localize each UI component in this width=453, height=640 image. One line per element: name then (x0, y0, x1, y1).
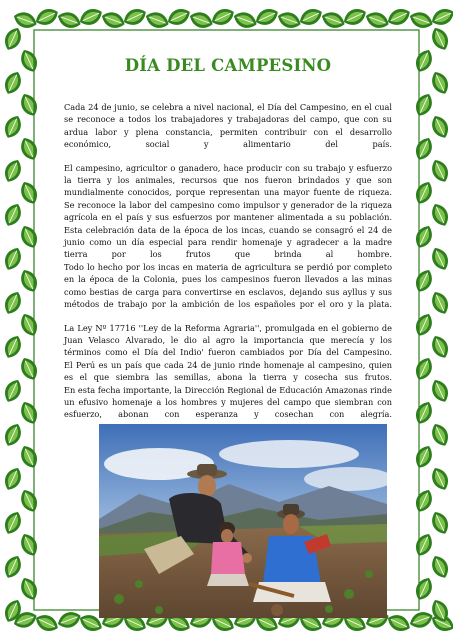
leaf-icon (1, 289, 25, 317)
leaf-icon (385, 611, 413, 635)
paragraph-3: Se reconoce la labor del campesino como impulsor y generador de la riqueza agrícola en el país y sus esfuerzos por mantener alimentada a su población. (64, 199, 392, 223)
leaf-icon (1, 333, 25, 361)
leaf-icon (341, 5, 369, 29)
leaf-icon (33, 5, 61, 29)
leaf-icon (412, 487, 436, 515)
leaf-icon (363, 9, 391, 31)
leaf-icon (17, 399, 41, 427)
leaf-icon (99, 9, 127, 31)
leaf-icon (428, 201, 452, 229)
leaf-icon (17, 311, 41, 339)
leaf-icon (428, 333, 452, 361)
leaf-icon (407, 609, 435, 631)
leaf-icon (428, 113, 452, 141)
leaf-icon (428, 377, 452, 405)
paragraph-1: Cada 24 de junio, se celebra a nivel nacional, el Día del Campesino, en el cual se reconoce a todos los trabajadores y trabajadoras del campo, que con su ardua labor y plena constancia, permiten contribuir con el desarrollo económico, social y alimentario del país. (64, 102, 392, 150)
leaf-icon (319, 9, 347, 31)
paragraph-7: El Perú es un país que cada 24 de junio rinde homenaje al campesino, quien es el que siembra las semillas, abona la tierra y cosecha sus frutos. (64, 359, 392, 383)
leaf-icon (17, 487, 41, 515)
leaf-icon (428, 69, 452, 97)
leaf-icon (428, 289, 452, 317)
leaf-icon (412, 179, 436, 207)
leaf-icon (11, 9, 39, 31)
leaf-icon (17, 443, 41, 471)
page-title: DÍA DEL CAMPESINO (124, 56, 332, 75)
leaf-icon (275, 9, 303, 31)
leaf-icon (412, 91, 436, 119)
leaf-icon (428, 509, 452, 537)
leaf-icon (209, 5, 237, 29)
leaf-icon (17, 355, 41, 383)
leaf-icon (297, 5, 325, 29)
leaf-icon (17, 267, 41, 295)
leaf-icon (428, 553, 452, 581)
leaf-icon (17, 223, 41, 251)
leaf-icon (412, 47, 436, 75)
farmers-planting-photo (99, 424, 387, 618)
document-body (64, 56, 392, 441)
paragraph-5: Todo lo hecho por los incas en materia de agricultura se perdió por completo en la época de la Colonia, pues los campesinos fueron llevados a las minas como bestias de carga para convertirse en esclavos, dejando sus ayllus y sus métodos de trabajo por la ambición de los españoles por el oro y la plata. (64, 261, 392, 310)
leaf-icon (55, 9, 83, 31)
leaf-icon (1, 377, 25, 405)
leaf-icon (412, 531, 436, 559)
leaf-icon (17, 575, 41, 603)
paragraph-4: Esta celebración data de la época de los incas, cuando se consagró el 24 de junio como un día especial para rendir homenaje y agradecer a la madre tierra por los frutos que brinda al hombre. (64, 224, 392, 260)
leaf-icon (428, 25, 452, 53)
leaf-icon (231, 9, 259, 31)
leaf-icon (1, 421, 25, 449)
paragraph-2: El campesino, agricultor o ganadero, hace producir con su trabajo y esfuerzo la tierra y los animales, recursos que nos fueron brindados y que son mundialmente conocidos, porque representan una mayor fuente de riqueza. (64, 162, 392, 198)
leaf-icon (412, 399, 436, 427)
leaf-icon (1, 553, 25, 581)
leaf-icon (253, 5, 281, 29)
leaf-icon (1, 465, 25, 493)
leaf-icon (428, 421, 452, 449)
leaf-icon (412, 443, 436, 471)
leaf-icon (412, 267, 436, 295)
leaf-icon (17, 179, 41, 207)
paragraph-6: La Ley Nº 17716 ''Ley de la Reforma Agraria'', promulgada en el gobierno de Juan Velasco Alvarado, le dio al agro la importancia que merecía y los términos como el Día del Indio' fueron cambiados por Día del Campesino. (64, 322, 392, 358)
paragraph-8: En esta fecha importante, la Dirección Regional de Educación Amazonas rinde un efusivo homenaje a los hombres y mujeres del campo que siembran con esfuerzo, abonan con esperanza y cosechan con alegría. (64, 384, 392, 420)
leaf-icon (17, 135, 41, 163)
leaf-icon (1, 25, 25, 53)
leaf-icon (429, 5, 453, 29)
leaf-icon (412, 135, 436, 163)
leaf-icon (17, 47, 41, 75)
leaf-icon (385, 5, 413, 29)
leaf-icon (1, 69, 25, 97)
leaf-icon (428, 157, 452, 185)
leaf-icon (412, 575, 436, 603)
leaf-icon (412, 355, 436, 383)
leaf-icon (187, 9, 215, 31)
leaf-icon (428, 465, 452, 493)
leaf-icon (33, 611, 61, 635)
leaf-icon (407, 9, 435, 31)
leaf-icon (143, 9, 171, 31)
leaf-icon (1, 113, 25, 141)
leaf-icon (121, 5, 149, 29)
leaf-icon (77, 5, 105, 29)
leaf-icon (17, 91, 41, 119)
leaf-icon (1, 157, 25, 185)
leaf-icon (55, 609, 83, 631)
leaf-icon (17, 531, 41, 559)
leaf-icon (1, 201, 25, 229)
leaf-icon (1, 509, 25, 537)
leaf-icon (412, 311, 436, 339)
leaf-icon (165, 5, 193, 29)
leaf-icon (428, 245, 452, 273)
leaf-icon (412, 223, 436, 251)
leaf-icon (1, 245, 25, 273)
